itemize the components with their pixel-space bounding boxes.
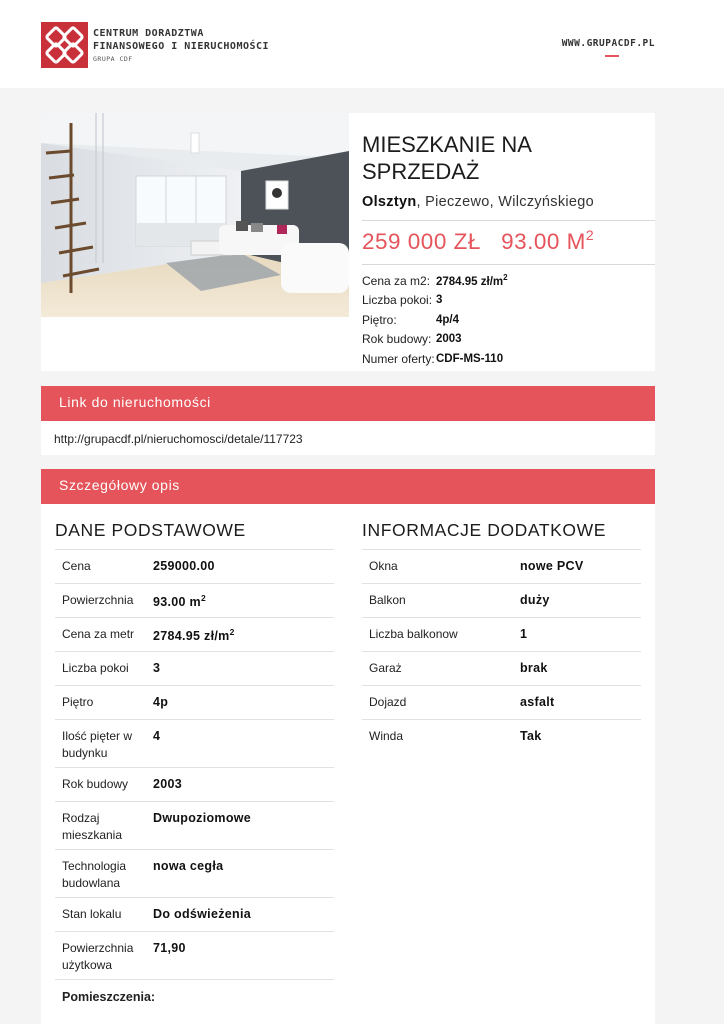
row-label: Liczba pokoi	[62, 661, 129, 675]
row-value: duży	[520, 593, 550, 607]
website-underline	[605, 55, 619, 57]
fact-label: Numer oferty:	[362, 351, 435, 366]
apartment-photo[interactable]	[41, 113, 349, 317]
row-label: Liczba balkonow	[369, 627, 458, 641]
divider	[362, 264, 655, 265]
key-facts	[362, 271, 508, 369]
location-district-street: , Pieczewo, Wilczyńskiego	[416, 194, 595, 210]
table-row	[362, 652, 641, 686]
page-header	[0, 0, 724, 88]
listing-summary-card	[41, 113, 655, 371]
row-value-sup: 2	[200, 593, 206, 603]
table-row	[362, 618, 641, 652]
row-value: 3	[153, 661, 161, 675]
listing-price: 259 000 ZŁ	[362, 229, 481, 254]
row-label: Powierzchnia użytkowa	[62, 941, 134, 972]
table-row	[362, 720, 641, 754]
fact-value: 2003	[436, 333, 462, 346]
row-label: Technologia budowlana	[62, 859, 127, 890]
price-and-area	[362, 227, 594, 255]
description-card	[41, 504, 655, 1024]
brand-line-3: GRUPA CDF	[93, 55, 133, 63]
row-label: Powierzchnia	[62, 593, 134, 607]
fact-value	[436, 273, 508, 288]
row-value: 1	[520, 627, 528, 641]
row-label: Dojazd	[369, 695, 407, 709]
fact-offer-number	[362, 349, 508, 369]
divider	[362, 220, 655, 221]
row-value-sup: 2	[229, 627, 235, 637]
extra-info-title: INFORMACJE DODATKOWE	[362, 520, 607, 540]
table-row	[55, 898, 334, 932]
row-label: Winda	[369, 729, 404, 743]
basic-data-table	[55, 549, 334, 1016]
table-row	[55, 584, 334, 618]
row-value: 2003	[153, 777, 183, 791]
listing-area-unit-sup: 2	[585, 227, 595, 243]
row-label: Garaż	[369, 661, 402, 675]
basic-data-title: DANE PODSTAWOWE	[55, 520, 246, 540]
row-value: 4p	[153, 695, 169, 709]
fact-floor	[362, 310, 508, 330]
table-row	[55, 550, 334, 584]
listing-location	[362, 194, 594, 210]
table-row	[55, 652, 334, 686]
table-row	[55, 802, 334, 850]
location-city: Olsztyn	[362, 194, 417, 210]
fact-price-per-m2	[362, 271, 508, 291]
listing-area: 93.00 M	[501, 229, 586, 254]
table-row	[55, 768, 334, 802]
table-row	[55, 686, 334, 720]
row-value-text: 2784.95 zł/m	[153, 629, 230, 643]
table-row	[362, 686, 641, 720]
row-label: Cena za metr	[62, 627, 135, 641]
fact-value-text: 2784.95 zł/m	[436, 276, 504, 289]
row-value: 259000.00	[153, 559, 215, 573]
row-label: Ilość pięter w budynku	[62, 729, 133, 760]
table-row	[362, 550, 641, 584]
brand-line-2: FINANSOWEGO I NIERUCHOMOŚCI	[93, 41, 270, 52]
row-label: Balkon	[369, 593, 406, 607]
row-label: Cena	[62, 559, 91, 573]
interlocked-diamonds-logo-icon[interactable]	[41, 22, 88, 68]
fact-rooms	[362, 291, 508, 311]
table-row	[55, 720, 334, 768]
link-section-card	[41, 421, 655, 455]
brand-line-1: CENTRUM DORADZTWA	[93, 28, 204, 39]
table-row	[55, 850, 334, 898]
extra-info-table	[362, 549, 641, 754]
row-value	[153, 618, 334, 651]
brand-name	[93, 27, 269, 64]
fact-label: Rok budowy:	[362, 332, 432, 347]
listing-title: MIESZKANIE NA SPRZEDAŻ	[362, 132, 531, 184]
row-value	[153, 584, 334, 617]
row-label: Rodzaj mieszkania	[62, 811, 123, 842]
link-section-heading: Link do nieruchomości	[41, 386, 655, 421]
row-value: asfalt	[520, 695, 555, 709]
row-label: Okna	[369, 559, 398, 573]
row-value: 71,90	[153, 941, 186, 955]
row-value: Tak	[520, 729, 542, 743]
fact-label: Liczba pokoi:	[362, 293, 433, 308]
row-value: nowa cegła	[153, 859, 224, 873]
row-value: nowe PCV	[520, 559, 584, 573]
table-row	[362, 584, 641, 618]
fact-value: 3	[436, 294, 443, 307]
rooms-label: Pomieszczenia:	[62, 990, 156, 1004]
fact-value: 4p/4	[436, 313, 460, 326]
row-label: Rok budowy	[62, 777, 129, 791]
fact-label: Piętro:	[362, 312, 397, 327]
row-value: 4	[153, 729, 161, 743]
table-row	[55, 618, 334, 652]
row-value: Dwupoziomowe	[153, 811, 252, 825]
description-section-heading: Szczegółowy opis	[41, 469, 655, 504]
property-url-link[interactable]: http://grupacdf.pl/nieruchomosci/detale/117723	[54, 432, 303, 446]
row-value: Do odświeżenia	[153, 907, 251, 921]
fact-build-year	[362, 330, 508, 350]
table-row	[55, 980, 334, 1016]
row-label: Stan lokalu	[62, 907, 122, 921]
row-value: brak	[520, 661, 548, 675]
fact-value-sup: 2	[503, 273, 508, 283]
fact-label: Cena za m2:	[362, 273, 431, 288]
table-row	[55, 932, 334, 980]
website-link[interactable]: WWW.GRUPACDF.PL	[561, 38, 655, 49]
fact-value: CDF-MS-110	[436, 352, 504, 365]
row-label: Piętro	[62, 695, 94, 709]
row-value-text: 93.00 m	[153, 595, 201, 609]
